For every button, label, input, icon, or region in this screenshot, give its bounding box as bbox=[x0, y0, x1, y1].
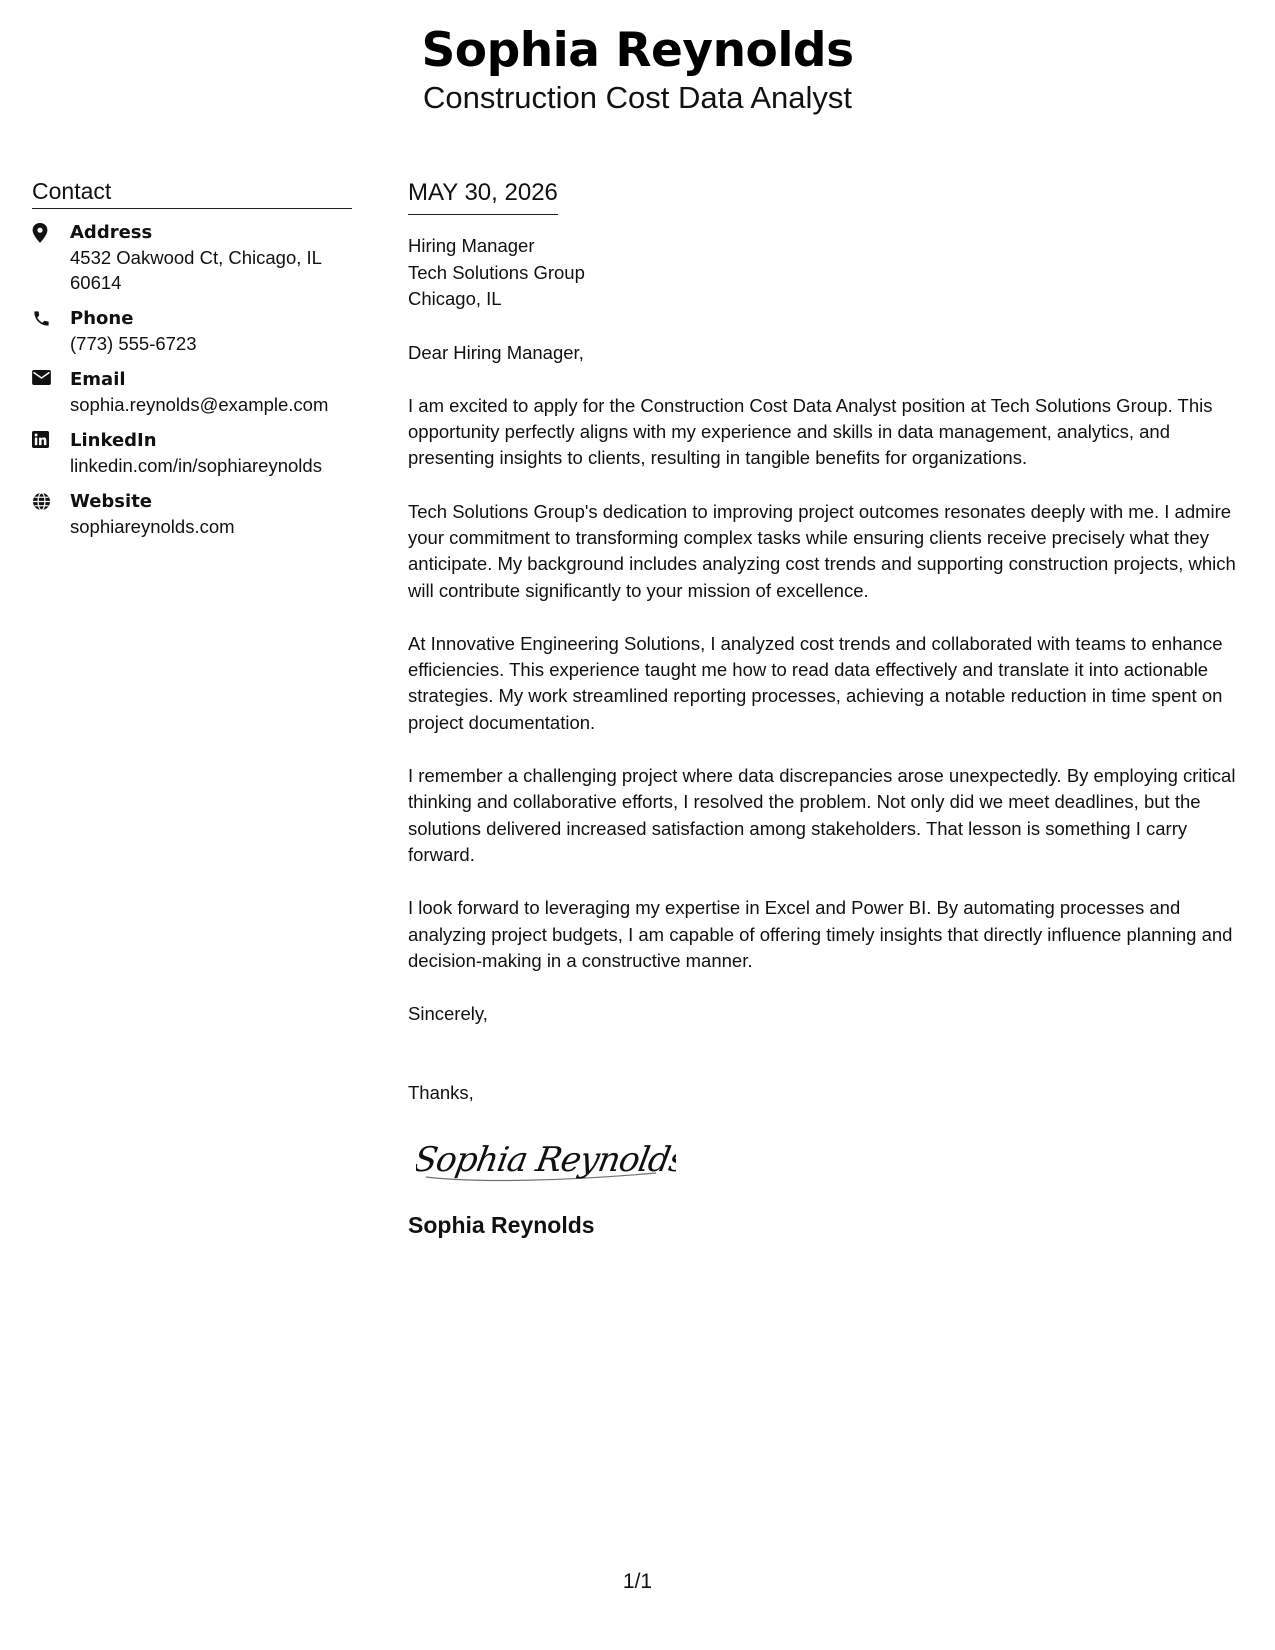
linkedin-icon bbox=[32, 429, 70, 448]
contact-item-address bbox=[32, 221, 352, 295]
recipient-location: Chicago, IL bbox=[408, 288, 502, 309]
contact-sidebar bbox=[32, 176, 352, 551]
linkedin-value: linkedin.com/in/sophiareynolds bbox=[70, 455, 322, 476]
candidate-name: Sophia Reynolds bbox=[421, 23, 854, 78]
svg-text:Sophia Reynolds: Sophia Reynolds bbox=[416, 1139, 676, 1180]
contact-label: Address bbox=[70, 222, 153, 243]
contact-list bbox=[32, 221, 352, 539]
email-value: sophia.reynolds@example.com bbox=[70, 394, 329, 415]
greeting: Dear Hiring Manager, bbox=[408, 341, 584, 363]
cover-letter-body bbox=[408, 176, 1254, 1240]
paragraph: I look forward to leveraging my expertise in Excel and Power BI. By automating processes and analyzing project budgets, I am capable of offering timely insights that directly influence planning and decision-making in a constructive manner. bbox=[408, 897, 1233, 971]
phone-value: (773) 555-6723 bbox=[70, 333, 197, 354]
globe-icon bbox=[32, 490, 70, 511]
recipient-company: Tech Solutions Group bbox=[408, 261, 585, 283]
contact-label: LinkedIn bbox=[70, 430, 157, 451]
paragraph: Tech Solutions Group's dedication to improving project outcomes resonates deeply with me. I admire your commitment to transforming complex tasks while ensuring clients receive precisely what they anticipate. My background includes analyzing cost trends and supporting construction projects, which will contribute significantly to your mission of excellence. bbox=[408, 500, 1236, 601]
letter-date: MAY 30, 2026 bbox=[408, 176, 558, 215]
page-number: 1/1 bbox=[622, 1570, 653, 1593]
contact-item-linkedin bbox=[32, 429, 352, 478]
phone-icon bbox=[32, 307, 70, 328]
location-pin-icon bbox=[32, 221, 70, 243]
closing: Sincerely, bbox=[408, 1003, 488, 1025]
contact-heading: Contact bbox=[32, 176, 352, 209]
address-value: 4532 Oakwood Ct, Chicago, IL 60614 bbox=[70, 247, 322, 293]
signature-image bbox=[416, 1127, 676, 1191]
contact-item-phone bbox=[32, 307, 352, 356]
paragraph: At Innovative Engineering Solutions, I analyzed cost trends and collaborated with teams to enhance efficiencies. This experience taught me how to read data effectively and translate it into actionable strategies. My work streamlined reporting processes, achieving a notable reduction in time spent on project documentation. bbox=[408, 632, 1223, 733]
recipient-block bbox=[408, 233, 1254, 313]
signed-name: Sophia Reynolds bbox=[408, 1211, 595, 1238]
contact-item-email bbox=[32, 368, 352, 417]
paragraph: I remember a challenging project where data discrepancies arose unexpectedly. By employing critical thinking and collaborative efforts, I resolved the problem. Not only did we meet deadlines, but the solutions delivered increased satisfaction among stakeholders. That lesson is something I carry forward. bbox=[408, 765, 1236, 865]
job-title: Construction Cost Data Analyst bbox=[422, 80, 853, 115]
paragraph: I am excited to apply for the Construction Cost Data Analyst position at Tech Solutions Group. This opportunity perfectly aligns with my experience and skills in data management, analytics, and presenting insights to clients, resulting in tangible benefits for organizations. bbox=[408, 394, 1213, 469]
contact-label: Website bbox=[70, 491, 153, 512]
thanks: Thanks, bbox=[408, 1082, 474, 1104]
recipient-title: Hiring Manager bbox=[408, 235, 535, 256]
contact-item-website bbox=[32, 490, 352, 539]
contact-label: Email bbox=[70, 369, 126, 390]
website-value: sophiareynolds.com bbox=[70, 516, 235, 537]
page-header bbox=[0, 22, 1275, 116]
contact-label: Phone bbox=[70, 308, 134, 329]
envelope-icon bbox=[32, 368, 70, 385]
